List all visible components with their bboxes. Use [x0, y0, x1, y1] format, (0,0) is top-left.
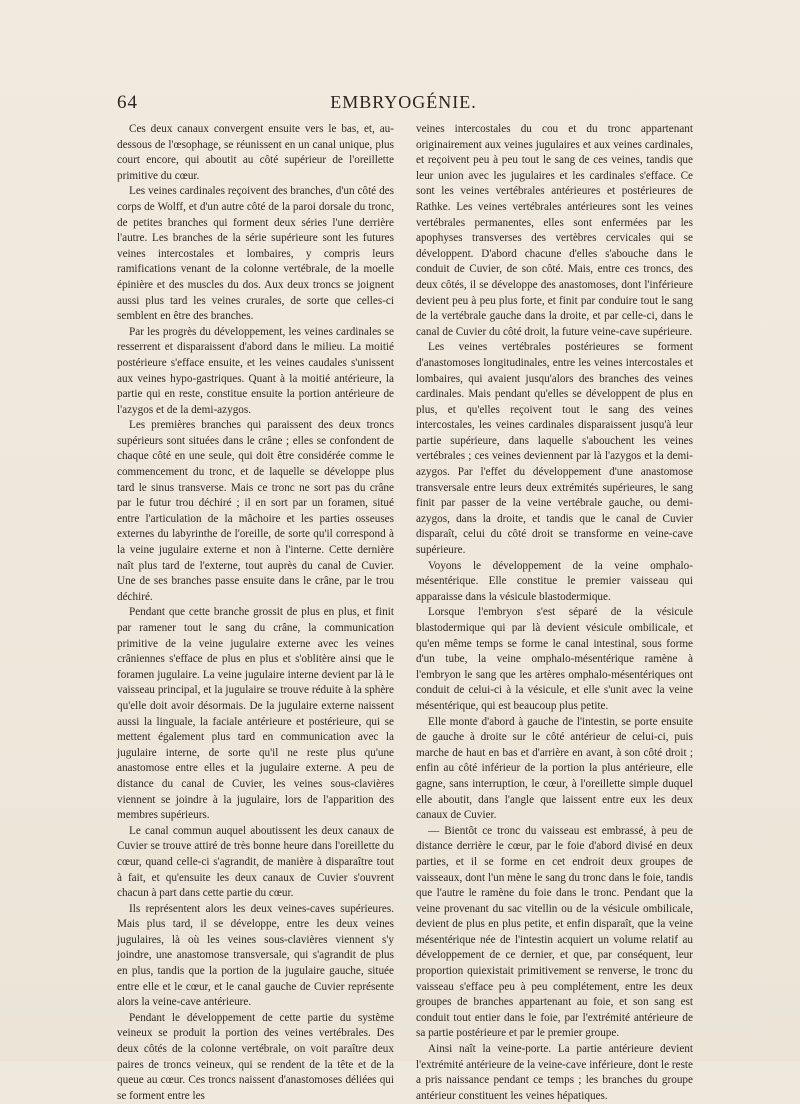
paragraph: Par les progrès du développement, les veines cardinales se resserrent et disparaissent d'abord dans le milieu. La moitié postérieure s'efface ensuite, et les veines caudales s'unissent aux veines hypo-gastriques. Quant à la moitié antérieure, la partie qui en reste, constitue ensuite la portion antérieure de l'azygos et de la demi-azygos. [117, 325, 394, 416]
paragraph: — Bientôt ce tronc du vaisseau est embrassé, à peu de distance derrière le cœur, par le foie d'abord divisé en deux parties, et il se forme en cet endroit deux groupes de vaisseaux, dont l'un mène le sang du tronc dans le foie, tandis que l'autre le ramène du foie dans le tronc. Pendant que la veine provenant du sac vitellin ou de la vésicule ombilicale, devient de plus en plus petite, et enfin disparaît, que la veine mésentérique née de l'intestin acquiert un volume relatif au développement de ce dernier, et que, par conséquent, leur proportion quiexistait primitivement se renverse, le tronc du vaisseau s'efface peu à peu complétement, entre les deux groupes de branches appartenant au foie, et son sang est conduit tout entier dans le foie, par l'extrémité antérieure de sa partie postérieure et par le premier groupe. [416, 824, 693, 1040]
paragraph: Lorsque l'embryon s'est séparé de la vésicule blastodermique qui par là devient vésicule ombilicale, et qu'en même temps se forme le canal intestinal, sous forme d'un tube, la veine omphalo-mésentérique ramène à l'embryon le sang que les artères omphalo-mésentériques ont conduit de celui-ci à la vésicule, et elle s'unit avec la veine mésentérique, qui est beaucoup plus petite. [416, 606, 693, 712]
page-header [117, 92, 690, 116]
paragraph: Le canal commun auquel aboutissent les deux canaux de Cuvier se trouve attiré de très bonne heure dans l'oreillette du cœur, quand celle-ci s'agrandit, de manière à disparaître tout à fait, et qu'ensuite les deux canaux de Cuvier s'ouvrent chacun à part dans cette partie du cœur. [117, 824, 394, 900]
paragraph: Ils représentent alors les deux veines-caves supérieures. Mais plus tard, il se développe, entre les deux veines jugulaires, là où les veines sous-clavières viennent s'y joindre, une anastomose transversale, qui s'agrandit de plus en plus, tandis que la portion de la jugulaire gauche, située entre elle et le cœur, et le canal gauche de Cuvier représente alors la veine-cave antérieure. [117, 902, 394, 1009]
paragraph: Pendant le développement de cette partie du système veineux se produit la portion des veines vertébrales. Des deux côtés de la colonne vertébrale, on voit paraître deux paires de troncs veineux, qui se rendent de la tête et de la queue au cœur. Ces troncs naissent d'anastomoses déliées qui se forment entre les [117, 1011, 394, 1102]
paragraph: Ces deux canaux convergent ensuite vers le bas, et, au-dessous de l'œsophage, se réunissent en un canal unique, plus court encore, qui aboutit au côté supérieur de l'oreillette primitive du cœur. [117, 123, 394, 182]
paragraph: Les premières branches qui paraissent des deux troncs supérieurs sont situées dans le crâne ; elles se confondent de chaque côté en une seule, qui doit être considérée comme le commencement du tronc, et de laquelle se développe plus tard le sinus transverse. Mais ce tronc ne sort pas du crâne par le futur trou déchiré ; il en sort par un foramen, situé entre l'articulation de la mâchoire et les parties osseuses externes du labyrinthe de l'oreille, de sorte qu'il correspond à la veine jugulaire externe et non à l'interne. Cette dernière naît plus tard de l'externe, tout auprès du canal de Cuvier. Une de ses branches passe ensuite dans le crâne, par le trou déchiré. [117, 419, 394, 603]
page-number: 64 [117, 92, 138, 113]
paragraph-continued: veines intercostales du cou et du tronc appartenant originairement aux veines jugulaires et aux veines cardinales, et reçoivent peu à peu tout le sang de ces veines, tandis que leur union avec les jugulaires et les cardinales s'efface. Ce sont les veines vertébrales antérieures et postérieures de Rathke. Les veines vertébrales antérieures sont les veines vertébrales permanentes, elles sont enfermées par les apophyses transverses des vertèbres cervicales qui se développent. D'abord chacune d'elles s'abouche dans le conduit de Cuvier, de son côté. Mais, entre ces troncs, des deux côtés, il se développe des anastomoses, dont l'inférieure devient peu à peu plus forte, et finit par conduire tout le sang de la vertébrale gauche dans la droite, et par celle-ci, dans le canal de Cuvier du côté droit, la future veine-cave supérieure. [416, 123, 693, 338]
right-column [416, 122, 693, 1104]
paragraph: Pendant que cette branche grossit de plus en plus, et finit par ramener tout le sang du crâne, la communication primitive de la veine jugulaire externe avec les veines crâniennes s'efface de plus en plus et s'oblitère ainsi que le foramen jugulaire. La veine jugulaire interne devient par là le vaisseau principal, et la jugulaire se trouve réduite à la sphère qu'elle doit avoir désormais. De la jugulaire externe naissent aussi la linguale, la faciale antérieure et postérieure, qui se mettent également plus tard en communication avec la jugulaire interne, de sorte qu'il ne reste plus qu'une anastomose entre elles et la jugulaire externe. A peu de distance du canal de Cuvier, les veines sous-clavières viennent se joindre à la jugulaire, lors de l'apparition des membres supérieurs. [117, 606, 394, 822]
paragraph: Les veines cardinales reçoivent des branches, d'un côté des corps de Wolff, et d'un autre côté de la paroi dorsale du tronc, de petites branches qui forment deux séries l'une derrière l'autre. Les branches de la série supérieure sont les futures veines intercostales et lombaires, y compris leurs ramifications venant de la colonne vertébrale, de la moelle épinière et des muscles du dos. Aux deux troncs se joignent aussi plus tard les veines crurales, de sorte que celles-ci semblent en être des branches. [117, 185, 394, 323]
paragraph: Ainsi naît la veine-porte. La partie antérieure devient l'extrémité antérieure de la veine-cave inférieure, dont le reste a pris naissance pendant ce temps ; les branches du groupe antérieur constituent les veines hépatiques. [416, 1043, 693, 1102]
paragraph: Elle monte d'abord à gauche de l'intestin, se porte ensuite de gauche à droite sur le côté antérieur de celui-ci, puis marche de haut en bas et d'arrière en avant, à son côté droit ; enfin au côté inférieur de la portion la plus antérieure, elle gagne, sans interruption, le cœur, à l'oreillette simple duquel elle aboutit, dans l'angle que laissent entre eux les deux canaux de Cuvier. [416, 715, 693, 822]
paragraph: Les veines vertébrales postérieures se forment d'anastomoses longitudinales, entre les veines intercostales et lombaires, qui avaient jusqu'alors des branches des veines cardinales. Mais pendant qu'elles se développent de plus en plus, et qu'elles reçoivent tout le sang des veines intercostales, les veines cardinales disparaissent jusqu'à leur partie supérieure, dans laquelle s'abouchent les veines vertébrales ; ces veines deviennent par là l'azygos et la demi-azygos. Par l'effet du développement d'une anastomose transversale entre leurs deux extrémités supérieures, le sang finit par passer de la veine vertébrale gauche, ou demi-azygos, dans la droite, et tandis que le canal de Cuvier disparaît, celui du côté droit se transforme en veine-cave supérieure. [416, 341, 693, 557]
left-column [117, 122, 394, 1104]
running-title: EMBRYOGÉNIE. [330, 92, 477, 112]
paragraph: Voyons le développement de la veine omphalo-mésentérique. Elle constitue le premier vaisseau qui apparaisse dans la vésicule blastodermique. [416, 559, 693, 603]
